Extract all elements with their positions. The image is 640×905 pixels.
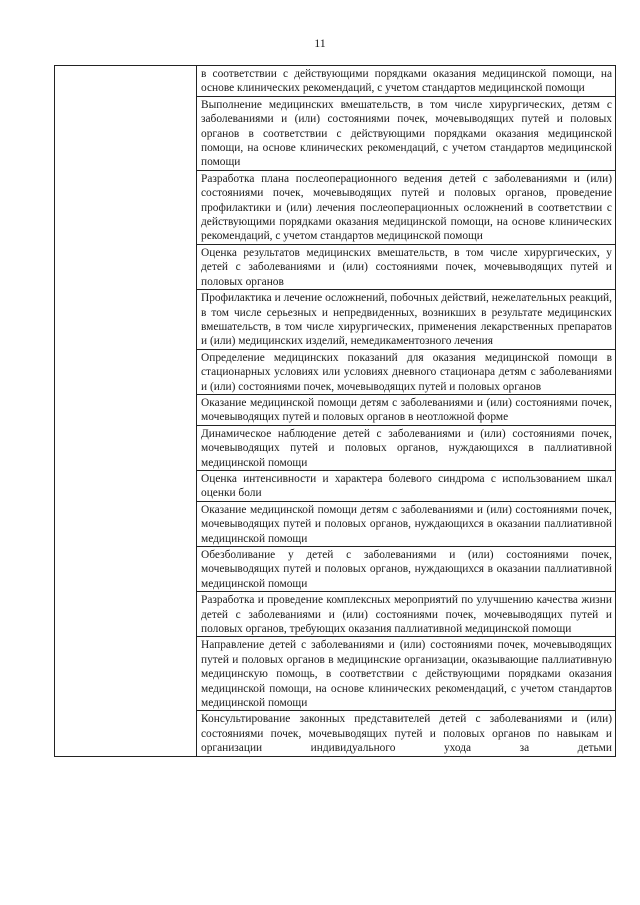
action-cell xyxy=(197,170,616,244)
action-text: в соответствии с действующими порядками оказания медицинской помощи, на основе клинических рекомендаций, с учетом стандартов медицинской помощи xyxy=(201,68,612,95)
action-text: Направление детей с заболеваниями и (или) состояниями почек, мочевыводящих путей и половых органов в медицинские организации, оказывающие паллиативную медицинскую помощь, в соответствии с действующими порядками оказания медицинской помощи, на основе клинических рекомендаций, с учетом стандартов медицинской помощи xyxy=(201,639,612,710)
action-text: Оценка интенсивности и характера болевого синдрома с использованием шкал оценки боли xyxy=(201,472,612,500)
action-text: Выполнение медицинских вмешательств, в том числе хирургических, детям с заболеваниями и (или) состояниями почек, мочевыводящих путей и половых органов в соответствии с действующими порядками оказания медицинской помощи, на основе клинических рекомендаций, с учетом стандартов медицинской помощи xyxy=(201,98,612,169)
action-text: Оказание медицинской помощи детям с заболеваниями и (или) состояниями почек, мочевыводящих путей и половых органов, нуждающихся в оказании паллиативной медицинской помощи xyxy=(201,503,612,545)
action-cell xyxy=(197,66,616,97)
table-row xyxy=(55,66,616,97)
table-body xyxy=(55,66,616,757)
action-cell xyxy=(197,501,616,546)
action-cell xyxy=(197,592,616,637)
action-text: Разработка плана послеоперационного ведения детей с заболеваниями и (или) состояниями почек, мочевыводящих путей и половых органов, проведение профилактики и (или) лечения послеоперационных осложнений в соответствии с действующими порядками оказания медицинской помощи, на основе клинических рекомендаций, с учетом стандартов медицинской помощи xyxy=(201,172,612,243)
labor-functions-table xyxy=(54,65,616,757)
action-text: Оценка результатов медицинских вмешательств, в том числе хирургических, у детей с заболеваниями и (или) состояниями почек, мочевыводящих путей и половых органов xyxy=(201,246,612,288)
action-text: Консультирование законных представителей детей с заболеваниями и (или) состояниями почек, мочевыводящих путей и половых органов по навыкам и организации индивидуального ухода за детьми xyxy=(201,713,612,755)
action-text: Определение медицинских показаний для оказания медицинской помощи в стационарных условиях или условиях дневного стационара детям с заболеваниями и (или) состояниями почек, мочевыводящих путей и половых органов xyxy=(201,351,612,393)
action-cell xyxy=(197,711,616,756)
page-bottom-margin xyxy=(0,848,640,905)
action-text: Оказание медицинской помощи детям с заболеваниями и (или) состояниями почек, мочевыводящих путей и половых органов в неотложной форме xyxy=(201,396,612,424)
left-column-cell xyxy=(55,66,197,757)
action-text: Обезболивание у детей с заболеваниями и (или) состояниями почек, мочевыводящих путей и половых органов, нуждающихся в оказании паллиативной медицинской помощи xyxy=(201,549,612,590)
action-cell xyxy=(197,96,616,170)
action-cell xyxy=(197,349,616,394)
action-text: Разработка и проведение комплексных мероприятий по улучшению качества жизни детей с заболеваниями и (или) состояниями почек, мочевыводящих путей и половых органов, требующих оказания паллиативной медицинской помощи xyxy=(201,594,612,636)
action-cell xyxy=(197,637,616,711)
action-cell xyxy=(197,244,616,289)
action-cell xyxy=(197,425,616,470)
action-cell xyxy=(197,470,616,501)
action-text: Динамическое наблюдение детей с заболеваниями и (или) состояниями почек, мочевыводящих путей и половых органов, нуждающихся в паллиативной медицинской помощи xyxy=(201,427,612,469)
action-cell xyxy=(197,290,616,350)
action-cell xyxy=(197,547,616,592)
page-number: 11 xyxy=(314,36,326,50)
action-cell xyxy=(197,394,616,425)
action-text: Профилактика и лечение осложнений, побочных действий, нежелательных реакций, в том числе серьезных и непредвиденных, возникших в результате медицинских вмешательств, в том числе хирургических, применения лекарственных препаратов и (или) медицинских изделий, немедикаментозного лечения xyxy=(201,292,612,348)
